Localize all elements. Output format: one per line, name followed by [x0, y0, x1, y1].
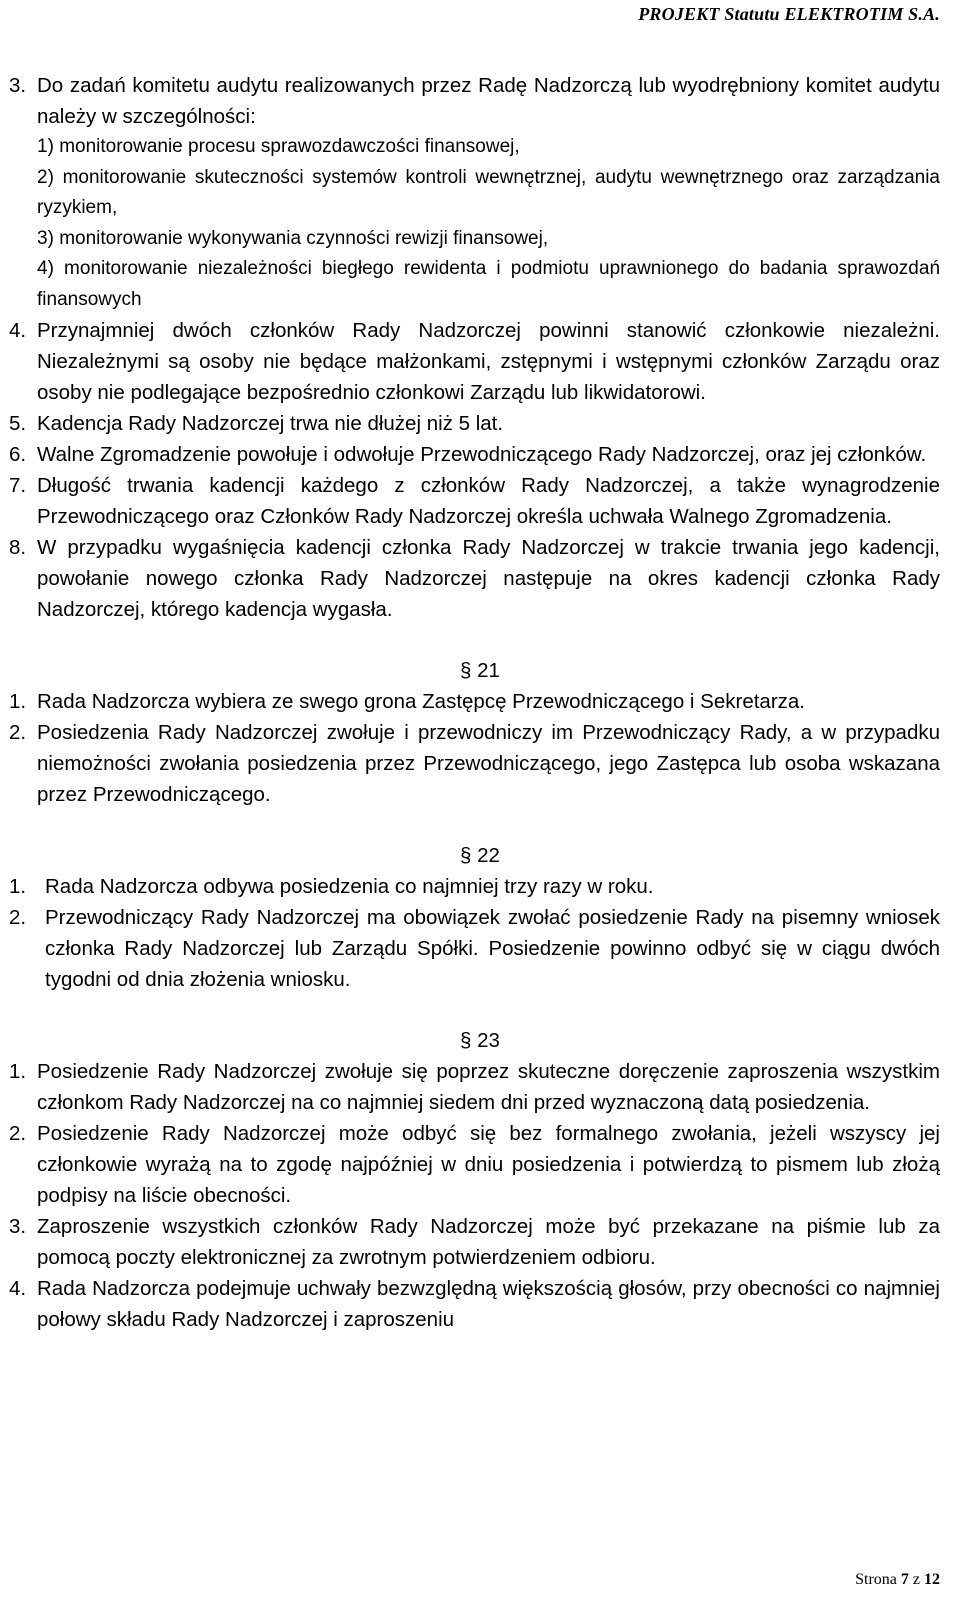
sub-item	[0, 163, 960, 224]
item-number: 8.	[9, 536, 27, 559]
item-text: Posiedzenie Rady Nadzorczej może odbyć się bez formalnego zwołania, jeżeli wszyscy jej członkowie wyrażą na to zgodę najpóźniej w dniu posiedzenia i potwierdzą to pismem lub złożą podpisy na liście obecności.	[37, 1122, 940, 1207]
paragraph-item	[0, 717, 960, 810]
item-text: Rada Nadzorcza podejmuje uchwały bezwzględną większością głosów, przy obecności co najmniej połowy składu Rady Nadzorczej i zaproszeniu	[37, 1277, 940, 1331]
item-text: Kadencja Rady Nadzorczej trwa nie dłużej niż 5 lat.	[37, 412, 504, 435]
item-number: 2.	[9, 906, 27, 929]
sub-item-number: 4)	[37, 258, 54, 279]
page-total: 12	[924, 1571, 940, 1588]
sub-item	[0, 224, 960, 255]
item-text: Posiedzenie Rady Nadzorczej zwołuje się poprzez skuteczne doręczenie zaproszenia wszystkim członkom Rady Nadzorczej na co najmniej siedem dni przed wyznaczoną datą posiedzenia.	[37, 1060, 940, 1114]
section-heading-21: § 21	[460, 659, 500, 682]
item-text: W przypadku wygaśnięcia kadencji członka Rady Nadzorczej w trakcie trwania jego kadencji, powołanie nowego członka Rady Nadzorczej następuje na okres kadencji członka Rady Nadzorczej, którego kadencja wygasła.	[37, 536, 940, 621]
item-number: 2.	[9, 1122, 27, 1145]
sub-item-text: monitorowanie wykonywania czynności rewizji finansowej,	[59, 227, 549, 249]
item-number: 4.	[9, 1277, 27, 1300]
paragraph-item	[0, 1211, 960, 1273]
paragraph-item	[0, 1056, 960, 1118]
item-text: Rada Nadzorcza odbywa posiedzenia co najmniej trzy razy w roku.	[45, 875, 654, 898]
paragraph-item	[0, 439, 960, 470]
item-text: Posiedzenia Rady Nadzorczej zwołuje i przewodniczy im Przewodniczący Rady, a w przypadku niemożności zwołania posiedzenia przez Przewodniczącego, jego Zastępca lub osoba wskazana przez Przewodniczącego.	[37, 721, 940, 806]
item-number: 7.	[9, 474, 27, 497]
item-text: Do zadań komitetu audytu realizowanych przez Radę Nadzorczą lub wyodrębniony komitet audytu należy w szczególności:	[37, 74, 940, 128]
item-number: 4.	[9, 319, 27, 342]
item-text: Walne Zgromadzenie powołuje i odwołuje Przewodniczącego Rady Nadzorczej, oraz jej członków.	[37, 443, 927, 466]
item-number: 6.	[9, 443, 27, 466]
sub-item-number: 1)	[37, 136, 54, 157]
paragraph-item	[0, 532, 960, 625]
item-text: Zaproszenie wszystkich członków Rady Nadzorczej może być przekazane na piśmie lub za pomocą poczty elektronicznej za zwrotnym potwierdzeniem odbioru.	[37, 1215, 940, 1269]
item-number: 5.	[9, 412, 27, 435]
item-number: 1.	[9, 875, 27, 898]
sub-item-text: monitorowanie procesu sprawozdawczości finansowej,	[59, 136, 520, 157]
sub-item	[0, 132, 960, 163]
item-text: Długość trwania kadencji każdego z członków Rady Nadzorczej, a także wynagrodzenie Przewodniczącego oraz Członków Rady Nadzorczej określa uchwała Walnego Zgromadzenia.	[37, 474, 940, 528]
footer-separator: z	[908, 1571, 924, 1588]
paragraph-item	[0, 1273, 960, 1335]
item-number: 1.	[9, 690, 27, 713]
paragraph-item	[0, 70, 960, 132]
paragraph-item	[0, 871, 960, 902]
item-text: Rada Nadzorcza wybiera ze swego grona Zastępcę Przewodniczącego i Sekretarza.	[37, 690, 805, 713]
paragraph-item	[0, 686, 960, 717]
item-number: 1.	[9, 1060, 27, 1083]
footer-prefix: Strona	[855, 1571, 901, 1588]
paragraph-item	[0, 315, 960, 408]
page-footer	[855, 1571, 940, 1589]
section-heading-23: § 23	[460, 1029, 500, 1052]
item-number: 3.	[9, 1215, 27, 1238]
item-text: Przynajmniej dwóch członków Rady Nadzorczej powinni stanowić członkowie niezależni. Niezależnymi są osoby nie będące małżonkami, zstępnymi i wstępnymi członków Zarządu oraz osoby nie podlegające bezpośrednio członkowi Zarządu lub likwidatorowi.	[37, 319, 940, 404]
document-body	[0, 70, 960, 1335]
paragraph-item	[0, 902, 960, 995]
document-header: PROJEKT Statutu ELEKTROTIM S.A.	[638, 4, 940, 24]
sub-item-number: 2)	[37, 166, 54, 188]
item-number: 2.	[9, 721, 27, 744]
item-number: 3.	[9, 74, 27, 97]
paragraph-item	[0, 408, 960, 439]
sub-item	[0, 254, 960, 315]
paragraph-item	[0, 470, 960, 532]
sub-item-text: monitorowanie skuteczności systemów kontroli wewnętrznej, audytu wewnętrznego oraz zarządzania ryzykiem,	[37, 166, 940, 218]
paragraph-item	[0, 1118, 960, 1211]
sub-item-text: monitorowanie niezależności biegłego rewidenta i podmiotu uprawnionego do badania sprawozdań finansowych	[37, 258, 941, 310]
item-text: Przewodniczący Rady Nadzorczej ma obowiązek zwołać posiedzenie Rady na pisemny wniosek członka Rady Nadzorczej lub Zarządu Spółki. Posiedzenie powinno odbyć się w ciągu dwóch tygodni od dnia złożenia wniosku.	[45, 906, 940, 991]
page-number: 7	[900, 1571, 909, 1588]
section-heading-22: § 22	[460, 844, 500, 867]
sub-item-number: 3)	[37, 227, 54, 249]
